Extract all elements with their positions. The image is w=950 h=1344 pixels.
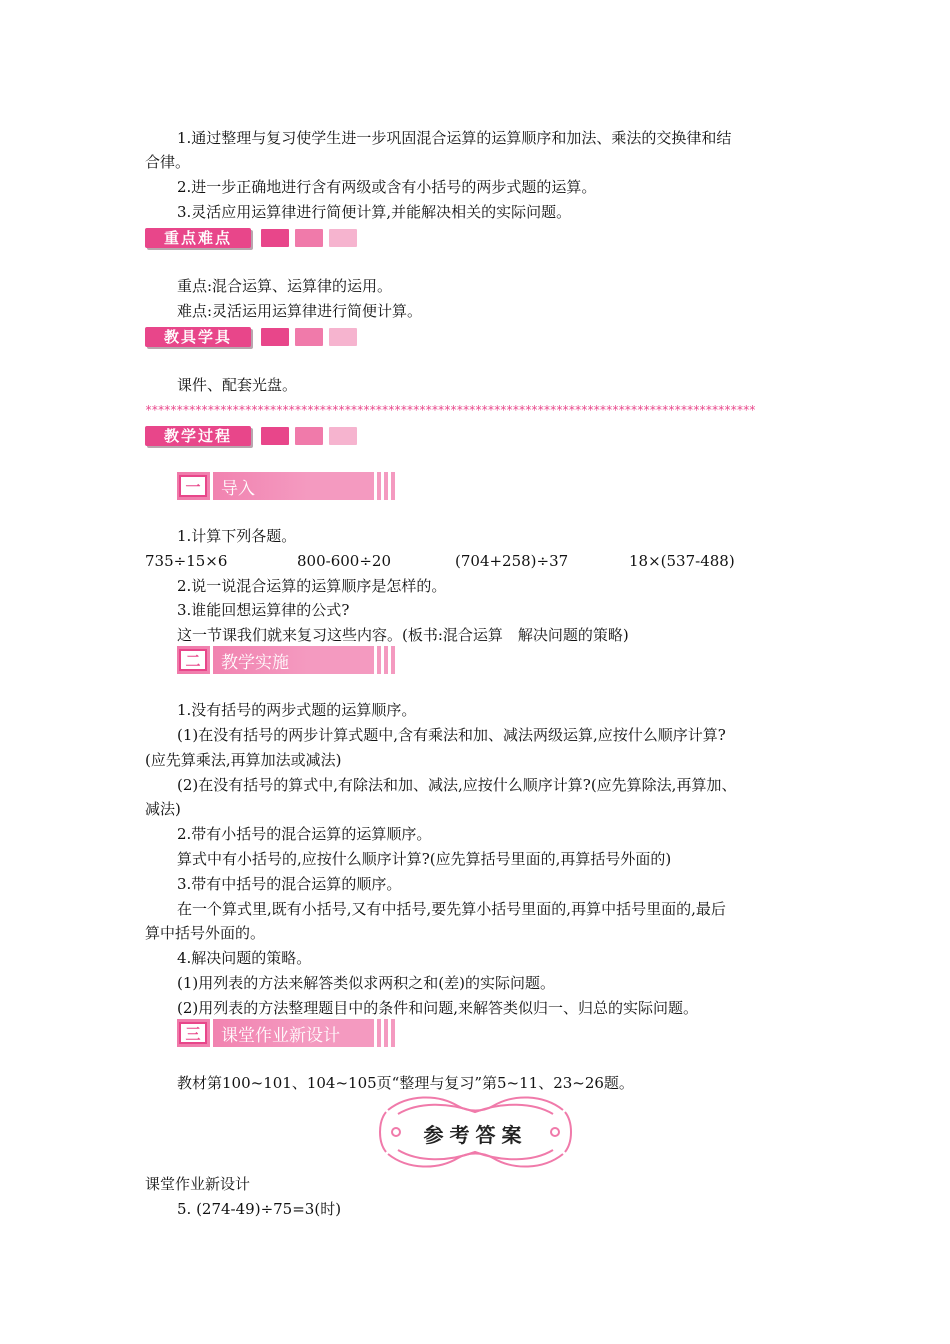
part2-bar: [177, 646, 395, 674]
part1-line4: 这一节课我们就来复习这些内容。(板书:混合运算 解决问题的策略): [177, 626, 629, 644]
part2-number: 二: [179, 649, 207, 671]
part1-line2: 2.说一说混合运算的运算顺序是怎样的。: [177, 577, 447, 595]
part1-number: 一: [179, 475, 207, 497]
process-label: 教学过程: [145, 426, 251, 446]
bar-stripe: [210, 472, 213, 500]
part2-line: (应先算乘法,再算加法或减法): [145, 751, 342, 769]
expr-1: 735÷15×6: [145, 552, 228, 570]
process-badge: [145, 425, 357, 447]
tools-label: 教具学具: [145, 327, 251, 347]
badge-square: [329, 229, 357, 247]
part2-line: 1.没有括号的两步式题的运算顺序。: [177, 701, 417, 719]
part2-line: 算中括号外面的。: [145, 924, 266, 942]
part3-line: 教材第100~101、104~105页“整理与复习”第5~11、23~26题。: [177, 1074, 634, 1092]
expr-4: 18×(537-488): [629, 552, 735, 570]
objective-3: 3.灵活应用运算律进行简便计算,并能解决相关的实际问题。: [177, 203, 572, 221]
part3-title: 课堂作业新设计: [221, 1025, 340, 1046]
objective-1-cont: 合律。: [145, 153, 191, 171]
part2-line: (1)用列表的方法来解答类似求两积之和(差)的实际问题。: [177, 974, 555, 992]
part2-line: 算式中有小括号的,应按什么顺序计算?(应先算括号里面的,再算括号外面的): [177, 850, 672, 868]
expr-3: (704+258)÷37: [455, 552, 569, 570]
part2-line: (2)用列表的方法整理题目中的条件和问题,来解答类似归一、归总的实际问题。: [177, 999, 699, 1017]
part1-line3: 3.谁能回想运算律的公式?: [177, 601, 350, 619]
answer-5: 5. (274-49)÷75=3(时): [177, 1200, 342, 1218]
part2-line: 减法): [145, 800, 181, 818]
objective-2: 2.进一步正确地进行含有两级或含有小括号的两步式题的运算。: [177, 178, 597, 196]
tools-badge: [145, 326, 357, 348]
badge-square: [261, 328, 289, 346]
difficulty-line: 难点:灵活运用运算律进行简便计算。: [177, 302, 423, 320]
answer-title: 参考答案: [423, 1123, 528, 1147]
tools-line: 课件、配套光盘。: [177, 376, 298, 394]
answer-ornament: [378, 1092, 573, 1172]
badge-square: [295, 328, 323, 346]
bar-end-stripes: [370, 1019, 391, 1047]
part2-line: (1)在没有括号的两步计算式题中,含有乘法和加、减法两级运算,应按什么顺序计算?: [177, 726, 726, 744]
part3-number: 三: [179, 1022, 207, 1044]
badge-square: [329, 427, 357, 445]
keypoints-badge: [145, 227, 357, 249]
objective-1: 1.通过整理与复习使学生进一步巩固混合运算的运算顺序和加法、乘法的交换律和结: [177, 129, 732, 147]
bar-end-stripes: [370, 646, 391, 674]
keypoints-label: 重点难点: [145, 228, 251, 248]
badge-square: [261, 229, 289, 247]
badge-square: [295, 427, 323, 445]
badge-square: [295, 229, 323, 247]
part1-title: 导入: [221, 478, 255, 499]
part3-bar: [177, 1019, 395, 1047]
part2-line: 2.带有小括号的混合运算的运算顺序。: [177, 825, 432, 843]
bar-stripe: [210, 646, 213, 674]
bar-stripe: [210, 1019, 213, 1047]
part2-line: (2)在没有括号的算式中,有除法和加、减法,应按什么顺序计算?(应先算除法,再算加、: [177, 776, 737, 794]
part2-line: 在一个算式里,既有小括号,又有中括号,要先算小括号里面的,再算中括号里面的,最后: [177, 900, 726, 918]
part2-line: 3.带有中括号的混合运算的顺序。: [177, 875, 402, 893]
star-separator: **************************************************************************************************: [145, 403, 756, 417]
keypoint-line: 重点:混合运算、运算律的运用。: [177, 277, 393, 295]
answers-heading: 课堂作业新设计: [145, 1175, 251, 1193]
bar-end-stripes: [370, 472, 391, 500]
part1-line1: 1.计算下列各题。: [177, 527, 297, 545]
part2-line: 4.解决问题的策略。: [177, 949, 312, 967]
part2-title: 教学实施: [221, 652, 289, 673]
badge-square: [329, 328, 357, 346]
part1-bar: [177, 472, 395, 500]
expr-2: 800-600÷20: [297, 552, 391, 570]
badge-square: [261, 427, 289, 445]
